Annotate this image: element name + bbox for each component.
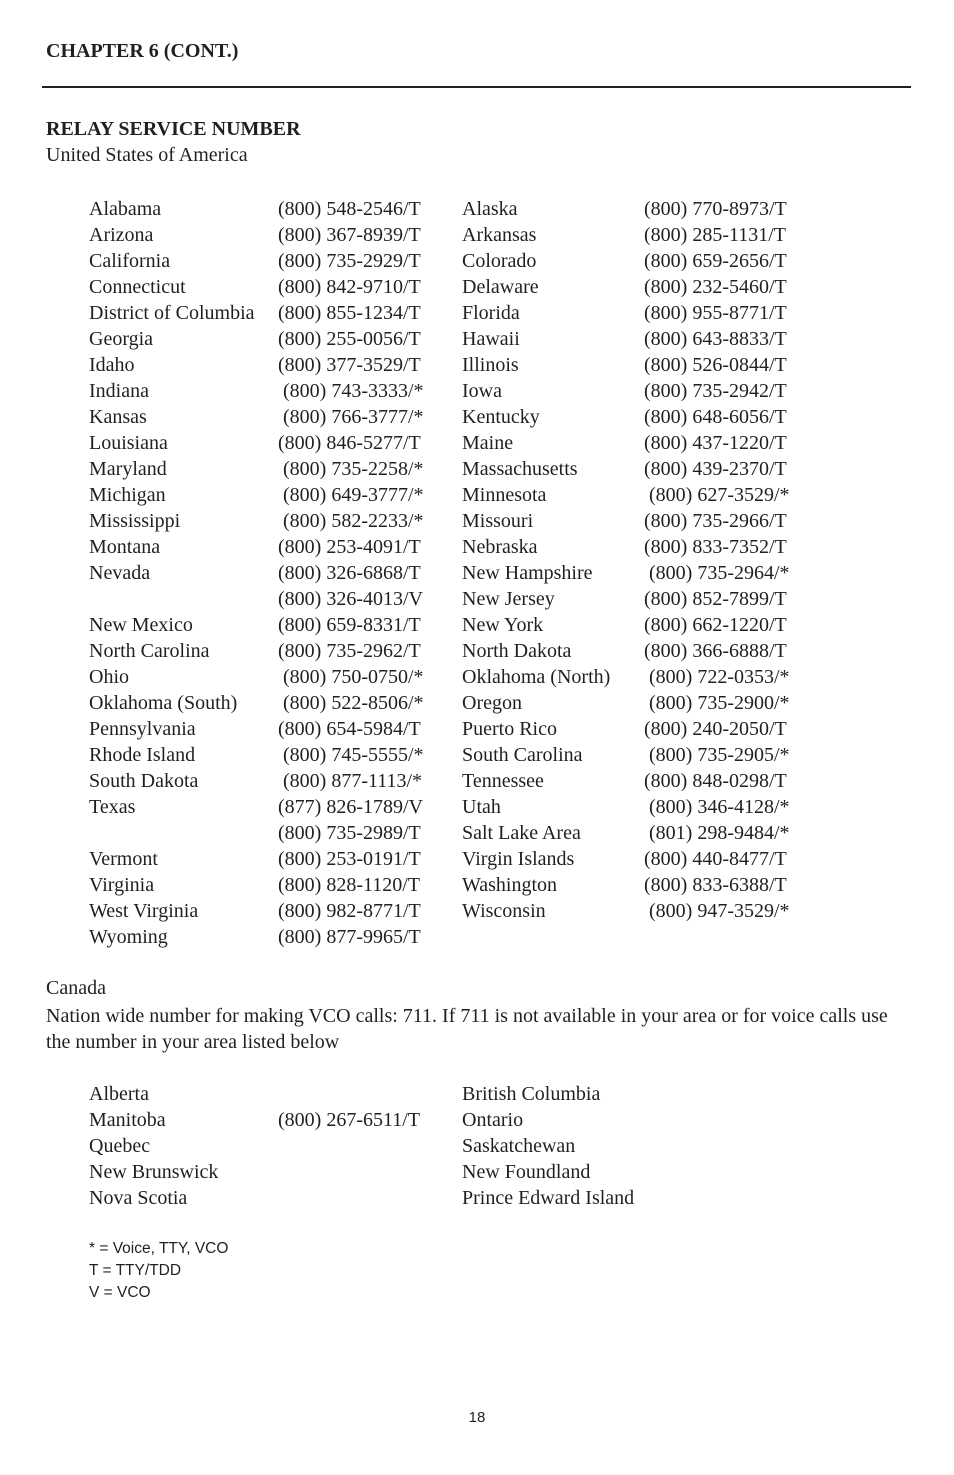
phone-number: (800) 659-8331/T bbox=[278, 614, 421, 636]
phone-number: (800) 326-4013/V bbox=[278, 588, 423, 610]
state-name: Illinois bbox=[462, 354, 519, 376]
state-name: Rhode Island bbox=[89, 744, 196, 766]
us-country-label: United States of America bbox=[46, 144, 248, 166]
phone-number: (800) 743-3333/* bbox=[278, 380, 424, 402]
phone-number: (800) 659-2656/T bbox=[644, 250, 787, 272]
phone-number: (800) 833-6388/T bbox=[644, 874, 787, 896]
phone-number: (800) 846-5277/T bbox=[278, 432, 421, 454]
page-number: 18 bbox=[468, 1409, 486, 1426]
phone-number: (800) 240-2050/T bbox=[644, 718, 787, 740]
state-name: District of Columbia bbox=[89, 302, 255, 324]
phone-number: (800) 735-2962/T bbox=[278, 640, 421, 662]
phone-number: (800) 947-3529/* bbox=[644, 900, 790, 922]
state-name: Arkansas bbox=[462, 224, 537, 246]
phone-number: (800) 439-2370/T bbox=[644, 458, 787, 480]
phone-number: (800) 852-7899/T bbox=[644, 588, 787, 610]
phone-number: (800) 750-0750/* bbox=[278, 666, 424, 688]
phone-number: (800) 440-8477/T bbox=[644, 848, 787, 870]
state-name: Oklahoma (South) bbox=[89, 692, 238, 714]
phone-number: (800) 377-3529/T bbox=[278, 354, 421, 376]
state-name: Wisconsin bbox=[462, 900, 546, 922]
state-name: Connecticut bbox=[89, 276, 186, 298]
state-name: Florida bbox=[462, 302, 520, 324]
phone-number: (800) 877-9965/T bbox=[278, 926, 421, 948]
state-name: Idaho bbox=[89, 354, 135, 376]
state-name: California bbox=[89, 250, 171, 272]
state-name: Utah bbox=[462, 796, 501, 818]
state-name: Missouri bbox=[462, 510, 534, 532]
canada-country-label: Canada bbox=[46, 977, 106, 999]
state-name: Salt Lake Area bbox=[462, 822, 581, 844]
state-name: Virginia bbox=[89, 874, 155, 896]
phone-number: (800) 842-9710/T bbox=[278, 276, 421, 298]
state-name: Virgin Islands bbox=[462, 848, 575, 870]
state-name: Puerto Rico bbox=[462, 718, 557, 740]
state-name: Kentucky bbox=[462, 406, 540, 428]
phone-number: (800) 735-2942/T bbox=[644, 380, 787, 402]
phone-number: (801) 298-9484/* bbox=[644, 822, 790, 844]
phone-number: (800) 346-4128/* bbox=[644, 796, 790, 818]
state-name: Nova Scotia bbox=[89, 1187, 188, 1209]
phone-number: (800) 766-3777/* bbox=[278, 406, 424, 428]
state-name: Massachusetts bbox=[462, 458, 578, 480]
state-name: Vermont bbox=[89, 848, 158, 870]
phone-number: (800) 735-2905/* bbox=[644, 744, 790, 766]
phone-number: (800) 735-2900/* bbox=[644, 692, 790, 714]
phone-number: (800) 255-0056/T bbox=[278, 328, 421, 350]
phone-number: (800) 437-1220/T bbox=[644, 432, 787, 454]
state-name: Oregon bbox=[462, 692, 522, 714]
phone-number: (800) 526-0844/T bbox=[644, 354, 787, 376]
state-name: West Virginia bbox=[89, 900, 199, 922]
legend-item: V = VCO bbox=[89, 1284, 151, 1301]
state-name: Texas bbox=[89, 796, 136, 818]
state-name: New Mexico bbox=[89, 614, 193, 636]
canada-intro: Nation wide number for making VCO calls: 711. If 711 is not available in your area or for voice calls use the number in your area listed below bbox=[46, 1005, 888, 1053]
state-name: Nevada bbox=[89, 562, 151, 584]
state-name: Maryland bbox=[89, 458, 167, 480]
header-rule bbox=[42, 86, 911, 88]
phone-number: (800) 253-0191/T bbox=[278, 848, 421, 870]
state-name: Oklahoma (North) bbox=[462, 666, 611, 688]
state-name: Wyoming bbox=[89, 926, 168, 948]
state-name: Alabama bbox=[89, 198, 162, 220]
phone-number: (800) 828-1120/T bbox=[278, 874, 421, 896]
state-name: Mississippi bbox=[89, 510, 181, 532]
phone-number: (800) 662-1220/T bbox=[644, 614, 787, 636]
state-name: Michigan bbox=[89, 484, 166, 506]
state-name: Louisiana bbox=[89, 432, 168, 454]
state-name: Delaware bbox=[462, 276, 539, 298]
phone-number: (800) 253-4091/T bbox=[278, 536, 421, 558]
state-name: Iowa bbox=[462, 380, 502, 402]
phone-number: (800) 649-3777/* bbox=[278, 484, 424, 506]
state-name: Montana bbox=[89, 536, 161, 558]
state-name: Nebraska bbox=[462, 536, 538, 558]
state-name: Kansas bbox=[89, 406, 147, 428]
state-name: Alberta bbox=[89, 1083, 149, 1105]
state-name: British Columbia bbox=[462, 1083, 601, 1105]
section-title: RELAY SERVICE NUMBER bbox=[46, 118, 301, 140]
state-name: New Hampshire bbox=[462, 562, 593, 584]
phone-number: (800) 522-8506/* bbox=[278, 692, 424, 714]
phone-number: (800) 745-5555/* bbox=[278, 744, 424, 766]
state-name: North Carolina bbox=[89, 640, 210, 662]
state-name: Arizona bbox=[89, 224, 154, 246]
chapter-heading: CHAPTER 6 (CONT.) bbox=[46, 40, 239, 62]
state-name: Tennessee bbox=[462, 770, 544, 792]
phone-number: (800) 582-2233/* bbox=[278, 510, 424, 532]
phone-number: (800) 955-8771/T bbox=[644, 302, 787, 324]
legend-item: T = TTY/TDD bbox=[89, 1262, 182, 1279]
phone-number: (800) 232-5460/T bbox=[644, 276, 787, 298]
phone-number: (800) 722-0353/* bbox=[644, 666, 790, 688]
phone-number: (800) 735-2964/* bbox=[644, 562, 790, 584]
phone-number: (800) 735-2258/* bbox=[278, 458, 424, 480]
phone-number: (800) 648-6056/T bbox=[644, 406, 787, 428]
phone-number: (800) 548-2546/T bbox=[278, 198, 421, 220]
phone-number: (800) 770-8973/T bbox=[644, 198, 787, 220]
state-name: Alaska bbox=[462, 198, 518, 220]
state-name: Quebec bbox=[89, 1135, 151, 1157]
state-name: Colorado bbox=[462, 250, 537, 272]
state-name: New York bbox=[462, 614, 544, 636]
state-name: Minnesota bbox=[462, 484, 547, 506]
phone-number: (800) 366-6888/T bbox=[644, 640, 787, 662]
legend-item: * = Voice, TTY, VCO bbox=[89, 1240, 229, 1257]
state-name: South Carolina bbox=[462, 744, 583, 766]
phone-number: (800) 735-2966/T bbox=[644, 510, 787, 532]
phone-number: (800) 982-8771/T bbox=[278, 900, 421, 922]
state-name: Hawaii bbox=[462, 328, 520, 350]
state-name: Georgia bbox=[89, 328, 154, 350]
state-name: North Dakota bbox=[462, 640, 572, 662]
legend bbox=[89, 1238, 228, 1304]
phone-number: (800) 735-2929/T bbox=[278, 250, 421, 272]
phone-number: (800) 848-0298/T bbox=[644, 770, 787, 792]
state-name: Manitoba bbox=[89, 1109, 166, 1131]
state-name: New Jersey bbox=[462, 588, 555, 610]
state-name: Prince Edward Island bbox=[462, 1187, 635, 1209]
state-name: Saskatchewan bbox=[462, 1135, 576, 1157]
phone-number: (800) 326-6868/T bbox=[278, 562, 421, 584]
state-name: South Dakota bbox=[89, 770, 199, 792]
phone-number: (800) 833-7352/T bbox=[644, 536, 787, 558]
phone-number: (800) 285-1131/T bbox=[644, 224, 787, 246]
phone-number: (800) 855-1234/T bbox=[278, 302, 421, 324]
state-name: Maine bbox=[462, 432, 514, 454]
phone-number: (877) 826-1789/V bbox=[278, 796, 423, 818]
state-name: Washington bbox=[462, 874, 558, 896]
phone-number: (800) 735-2989/T bbox=[278, 822, 421, 844]
phone-number: (800) 877-1113/* bbox=[278, 770, 423, 792]
state-name: New Brunswick bbox=[89, 1161, 219, 1183]
state-name: New Foundland bbox=[462, 1161, 591, 1183]
state-name: Pennsylvania bbox=[89, 718, 196, 740]
phone-number: (800) 654-5984/T bbox=[278, 718, 421, 740]
phone-number: (800) 367-8939/T bbox=[278, 224, 421, 246]
phone-number: (800) 643-8833/T bbox=[644, 328, 787, 350]
phone-number: (800) 267-6511/T bbox=[278, 1109, 421, 1131]
state-name: Indiana bbox=[89, 380, 149, 402]
state-name: Ohio bbox=[89, 666, 129, 688]
phone-number: (800) 627-3529/* bbox=[644, 484, 790, 506]
state-name: Ontario bbox=[462, 1109, 524, 1131]
